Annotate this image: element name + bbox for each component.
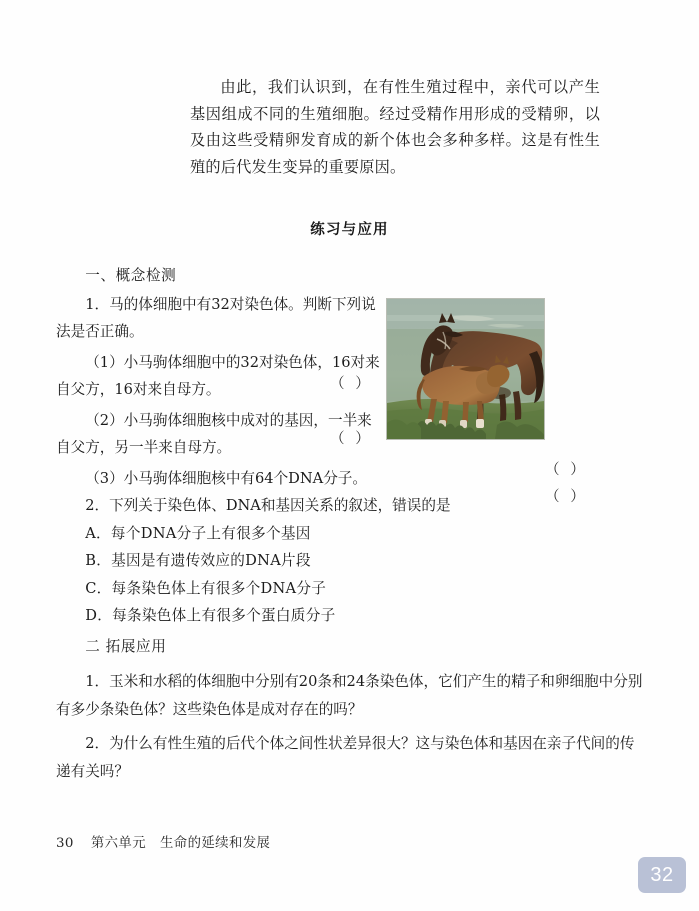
answer-paren-item-3: （ ） [545, 461, 588, 478]
footer-unit-title: 生命的延续和发展 [160, 836, 271, 851]
section-title: 练习与应用 [310, 221, 389, 238]
part-two-question-2 [56, 730, 644, 785]
exercise-body [56, 262, 644, 785]
question-2-number: 2． [85, 497, 110, 514]
part-two-question-1 [56, 668, 644, 723]
question-2-option-d: D．每条染色体上有很多个蛋白质分子 [85, 607, 336, 624]
question-1-number: 1． [85, 295, 110, 313]
footer-page-number: 30 [56, 836, 74, 851]
question-2-option-c: C．每条染色体上有很多个DNA分子 [85, 579, 327, 597]
part-two-q2-text: 为什么有性生殖的后代个体之间性状差异很大？这与染色体和基因在亲子代间的传递有关吗？ [56, 735, 635, 780]
intro-paragraph: 由此，我们认识到，在有性生殖过程中，亲代可以产生基因组成不同的生殖细胞。经过受精作用形成的受精卵，以及由这些受精卵发育成的新个体也会多种多样。这是有性生殖的后代发生变异的重要原因。 [190, 78, 600, 176]
part-two-q2-number: 2． [85, 735, 110, 752]
item-2-label: （2） [85, 411, 124, 429]
item-3-text: 小马驹体细胞核中有64个DNA分子。 [123, 469, 367, 487]
question-1-text: 马的体细胞中有32对染色体。判断下列说法是否正确。 [56, 295, 376, 340]
part-one-heading: 一、概念检测 [85, 267, 177, 284]
answer-paren-item-2: （ ） [330, 430, 373, 447]
answer-paren-item-1: （ ） [330, 375, 373, 392]
question-2-option-a: A．每个DNA分子上有很多个基因 [85, 524, 311, 542]
part-two-q1-text: 玉米和水稻的体细胞中分别有20条和24条染色体，它们产生的精子和卵细胞中分别有多少条染色体？这些染色体是成对存在的吗？ [56, 673, 643, 718]
item-1-label: （1） [85, 353, 124, 371]
item-2-text: 小马驹体细胞核中成对的基因，一半来自父方，另一半来自母方。 [56, 411, 372, 456]
item-3-label: （3） [85, 469, 124, 487]
question-2-option-b: B．基因是有遗传效应的DNA片段 [85, 552, 311, 569]
question-2-text: 下列关于染色体、DNA和基因关系的叙述，错误的是 [109, 497, 451, 514]
page-footer [56, 832, 270, 851]
footer-unit: 第六单元 [90, 836, 147, 851]
part-two-heading: 二 拓展应用 [85, 637, 167, 655]
item-1-text: 小马驹体细胞中的32对染色体，16对来自父方，16对来自母方。 [56, 353, 380, 398]
question-1-stem [56, 291, 386, 346]
page-badge[interactable]: 32 [638, 857, 686, 893]
part-two-q1-number: 1． [85, 673, 110, 690]
answer-paren-question-2: （ ） [545, 488, 588, 505]
